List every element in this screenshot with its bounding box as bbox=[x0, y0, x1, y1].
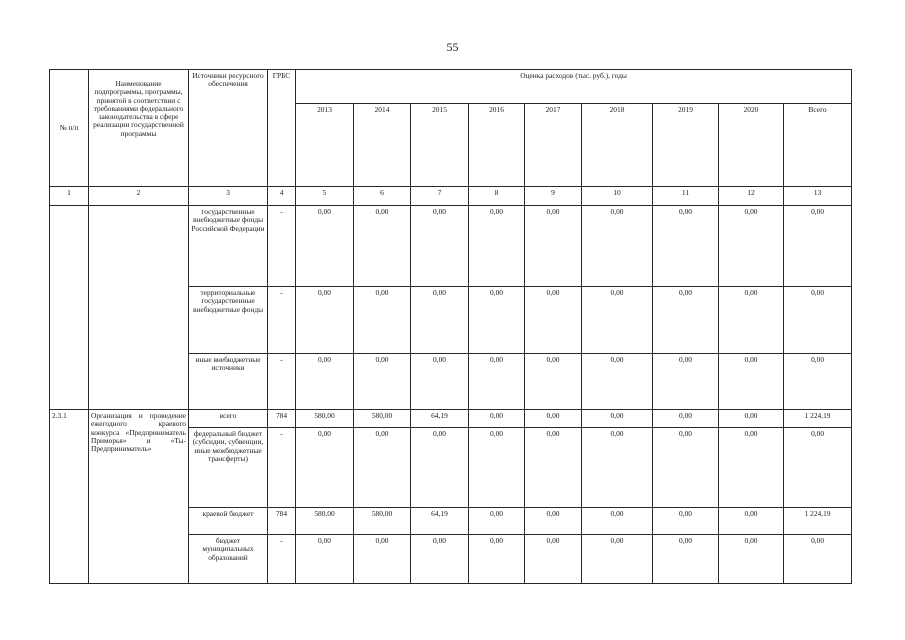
value-cell: 0,00 bbox=[525, 508, 582, 535]
value-cell: 0,00 bbox=[784, 287, 852, 354]
column-index: 9 bbox=[525, 187, 582, 206]
value-cell: 0,00 bbox=[469, 354, 525, 410]
value-cell: 0,00 bbox=[719, 508, 784, 535]
column-index: 13 bbox=[784, 187, 852, 206]
value-cell: 0,00 bbox=[296, 206, 354, 287]
value-cell: 0,00 bbox=[469, 410, 525, 428]
year-cell: 2014 bbox=[354, 104, 411, 187]
value-cell: 0,00 bbox=[296, 354, 354, 410]
source-cell: территориальные государственные внебюджетные фонды bbox=[189, 287, 268, 354]
header-source: Источники ресурсного обеспечения bbox=[189, 70, 268, 187]
year-cell: 2020 bbox=[719, 104, 784, 187]
value-cell: 0,00 bbox=[525, 354, 582, 410]
value-cell: 0,00 bbox=[582, 354, 653, 410]
source-cell: федеральный бюджет (субсидии, субвенции, иные межбюджетные трансферты) bbox=[189, 428, 268, 508]
source-cell: всего bbox=[189, 410, 268, 428]
value-cell: 0,00 bbox=[719, 287, 784, 354]
grbs-cell: 784 bbox=[268, 508, 296, 535]
value-cell: 0,00 bbox=[354, 287, 411, 354]
table-row bbox=[50, 410, 852, 428]
empty-num-cell bbox=[50, 206, 89, 410]
value-cell: 0,00 bbox=[719, 428, 784, 508]
value-cell: 0,00 bbox=[653, 535, 719, 584]
value-cell: 0,00 bbox=[411, 535, 469, 584]
value-cell: 0,00 bbox=[582, 206, 653, 287]
value-cell: 580,00 bbox=[296, 508, 354, 535]
value-cell: 0,00 bbox=[784, 354, 852, 410]
program-name: Организация и проведение ежегодного краевого конкурса «Предприниматель Приморья» и «Ты-Предприниматель» bbox=[89, 410, 189, 584]
value-cell: 0,00 bbox=[469, 206, 525, 287]
value-cell: 0,00 bbox=[411, 206, 469, 287]
value-cell: 64,19 bbox=[411, 410, 469, 428]
value-cell: 1 224,19 bbox=[784, 410, 852, 428]
source-cell: бюджет муниципальных образований bbox=[189, 535, 268, 584]
column-index: 1 bbox=[50, 187, 89, 206]
header-name: Наименование подпрограммы, программы, принятой в соответствии с требованиями федерального законодательства в сфере реализации государственной программы bbox=[89, 70, 189, 187]
year-cell: 2018 bbox=[582, 104, 653, 187]
grbs-cell: - bbox=[268, 206, 296, 287]
value-cell: 0,00 bbox=[784, 206, 852, 287]
value-cell: 0,00 bbox=[469, 287, 525, 354]
header-num: № п/п bbox=[50, 70, 89, 187]
value-cell: 0,00 bbox=[411, 354, 469, 410]
year-total-cell: Всего bbox=[784, 104, 852, 187]
year-cell: 2016 bbox=[469, 104, 525, 187]
grbs-cell: - bbox=[268, 535, 296, 584]
value-cell: 0,00 bbox=[525, 535, 582, 584]
column-index: 12 bbox=[719, 187, 784, 206]
value-cell: 0,00 bbox=[653, 354, 719, 410]
value-cell: 580,00 bbox=[354, 508, 411, 535]
value-cell: 0,00 bbox=[525, 287, 582, 354]
year-cell: 2017 bbox=[525, 104, 582, 187]
budget-table bbox=[49, 69, 852, 584]
value-cell: 0,00 bbox=[469, 535, 525, 584]
value-cell: 0,00 bbox=[296, 535, 354, 584]
column-index: 6 bbox=[354, 187, 411, 206]
value-cell: 0,00 bbox=[354, 354, 411, 410]
value-cell: 0,00 bbox=[653, 508, 719, 535]
column-index: 2 bbox=[89, 187, 189, 206]
value-cell: 0,00 bbox=[525, 206, 582, 287]
grbs-cell: 784 bbox=[268, 410, 296, 428]
value-cell: 0,00 bbox=[411, 428, 469, 508]
grbs-cell: - bbox=[268, 428, 296, 508]
grbs-cell: - bbox=[268, 354, 296, 410]
source-cell: государственные внебюджетные фонды Российской Федерации bbox=[189, 206, 268, 287]
row-number: 2.3.1 bbox=[50, 410, 89, 584]
year-cell: 2013 bbox=[296, 104, 354, 187]
value-cell: 0,00 bbox=[525, 410, 582, 428]
value-cell: 0,00 bbox=[354, 535, 411, 584]
column-index: 11 bbox=[653, 187, 719, 206]
value-cell: 0,00 bbox=[469, 508, 525, 535]
value-cell: 64,19 bbox=[411, 508, 469, 535]
value-cell: 0,00 bbox=[784, 428, 852, 508]
value-cell: 0,00 bbox=[582, 410, 653, 428]
value-cell: 0,00 bbox=[296, 428, 354, 508]
value-cell: 0,00 bbox=[653, 287, 719, 354]
value-cell: 0,00 bbox=[653, 428, 719, 508]
header-grbs: ГРБС bbox=[268, 70, 296, 187]
value-cell: 1 224,19 bbox=[784, 508, 852, 535]
value-cell: 0,00 bbox=[653, 206, 719, 287]
year-cell: 2019 bbox=[653, 104, 719, 187]
value-cell: 580,00 bbox=[354, 410, 411, 428]
column-index: 5 bbox=[296, 187, 354, 206]
column-index-row bbox=[50, 187, 852, 206]
value-cell: 0,00 bbox=[469, 428, 525, 508]
value-cell: 0,00 bbox=[719, 354, 784, 410]
value-cell: 0,00 bbox=[582, 508, 653, 535]
header-row bbox=[50, 70, 852, 104]
source-cell: иные внебюджетные источники bbox=[189, 354, 268, 410]
column-index: 3 bbox=[189, 187, 268, 206]
header-estimate: Оценка расходов (тыс. руб.), годы bbox=[296, 70, 852, 104]
value-cell: 0,00 bbox=[582, 287, 653, 354]
year-cell: 2015 bbox=[411, 104, 469, 187]
value-cell: 0,00 bbox=[653, 410, 719, 428]
value-cell: 0,00 bbox=[784, 535, 852, 584]
value-cell: 0,00 bbox=[411, 287, 469, 354]
value-cell: 0,00 bbox=[582, 535, 653, 584]
table-row bbox=[50, 206, 852, 287]
value-cell: 0,00 bbox=[354, 206, 411, 287]
value-cell: 580,00 bbox=[296, 410, 354, 428]
value-cell: 0,00 bbox=[296, 287, 354, 354]
column-index: 8 bbox=[469, 187, 525, 206]
value-cell: 0,00 bbox=[719, 206, 784, 287]
source-cell: краевой бюджет bbox=[189, 508, 268, 535]
value-cell: 0,00 bbox=[525, 428, 582, 508]
value-cell: 0,00 bbox=[719, 410, 784, 428]
value-cell: 0,00 bbox=[582, 428, 653, 508]
page-number: 55 bbox=[446, 40, 459, 54]
value-cell: 0,00 bbox=[354, 428, 411, 508]
empty-name-cell bbox=[89, 206, 189, 410]
column-index: 10 bbox=[582, 187, 653, 206]
grbs-cell: - bbox=[268, 287, 296, 354]
value-cell: 0,00 bbox=[719, 535, 784, 584]
column-index: 7 bbox=[411, 187, 469, 206]
column-index: 4 bbox=[268, 187, 296, 206]
